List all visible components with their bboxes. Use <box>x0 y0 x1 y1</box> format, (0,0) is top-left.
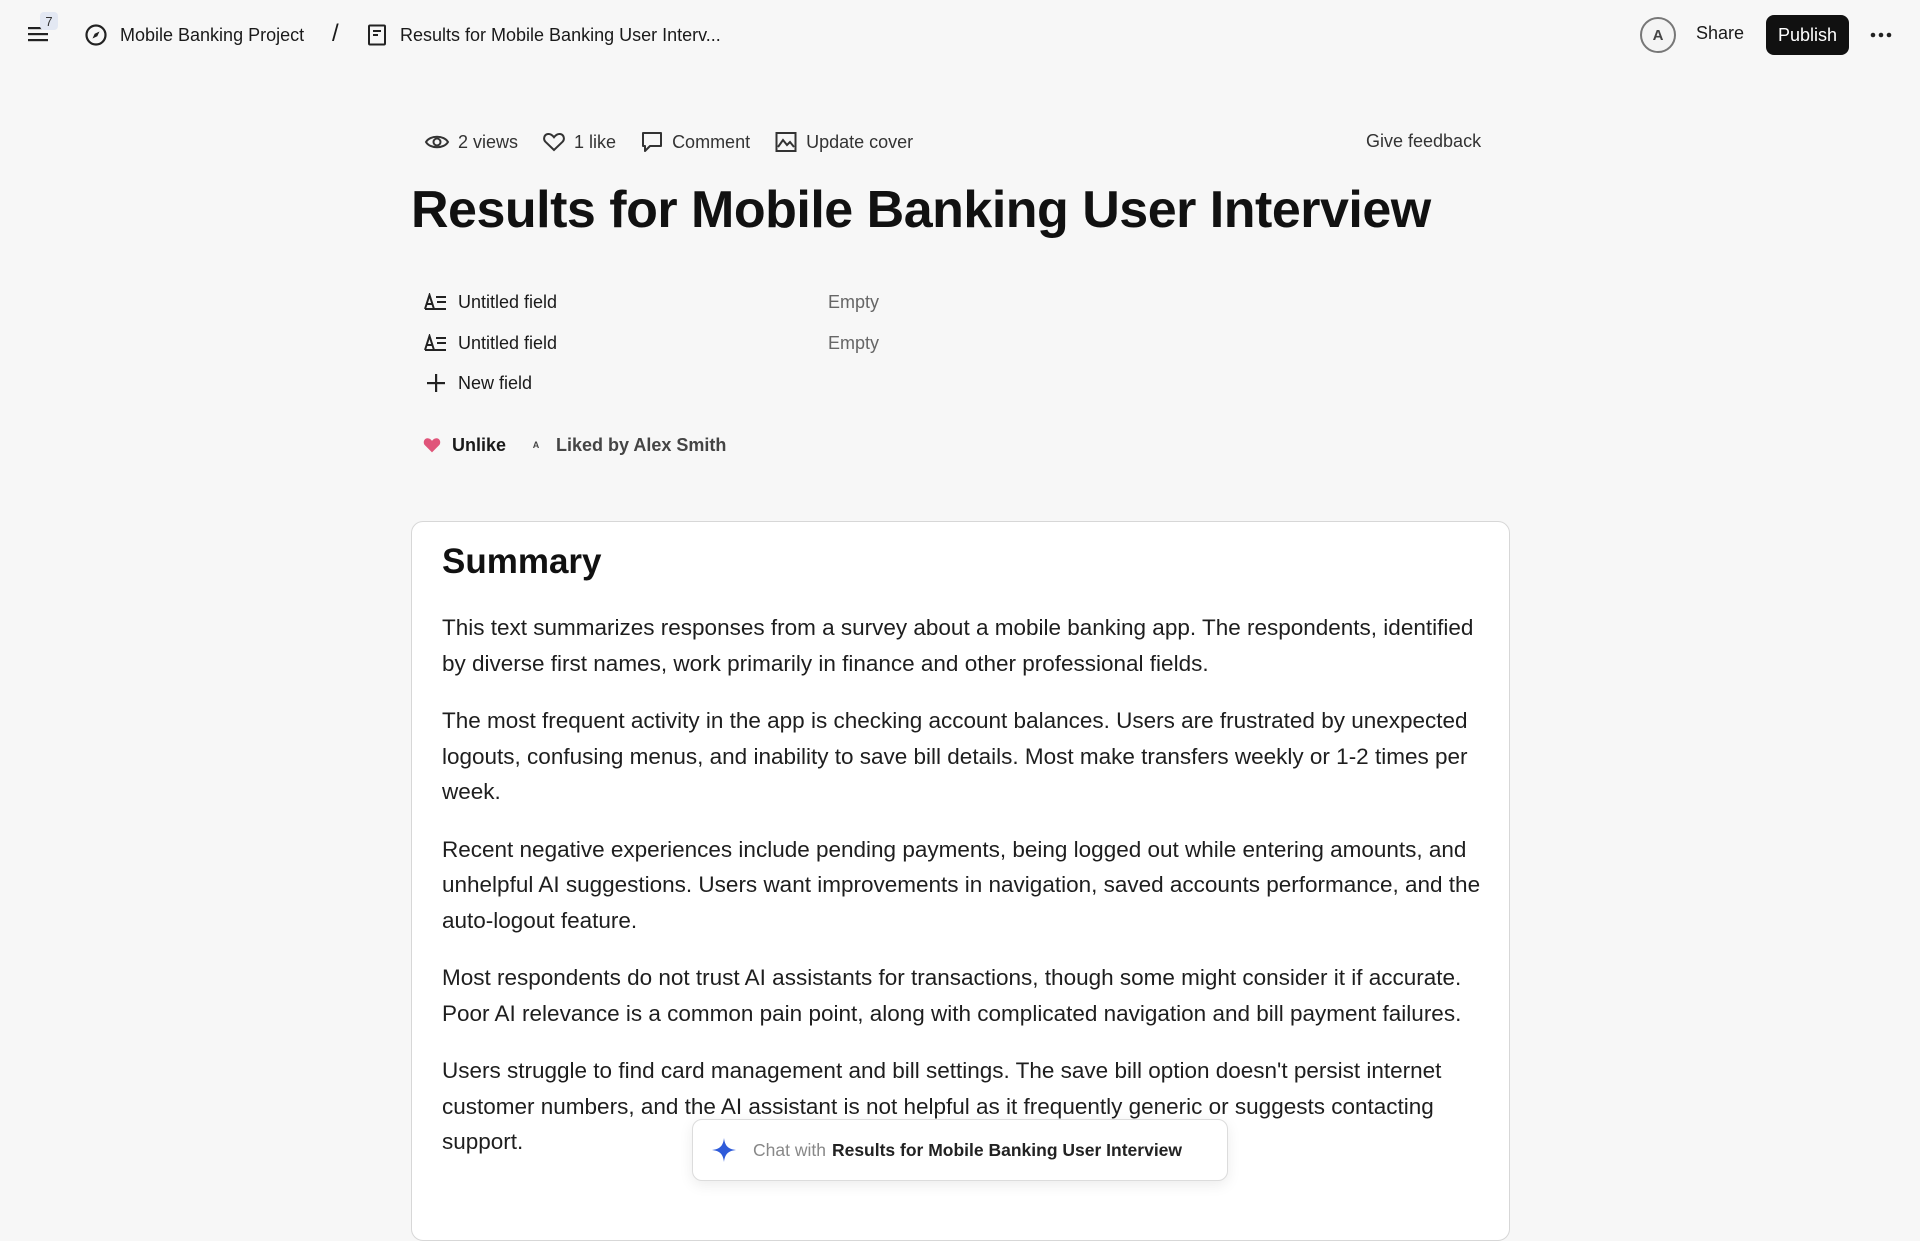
page-title: Results for Mobile Banking User Interview <box>411 181 1431 239</box>
summary-body <box>442 610 1492 1182</box>
eye-icon <box>424 132 450 152</box>
summary-paragraph: Most respondents do not trust AI assistants for transactions, though some might consider it if accurate. Poor AI relevance is a common pain point, along with complicated navigation and bill payment failures. <box>442 965 1462 1026</box>
property-row <box>424 289 879 315</box>
heart-outline-icon <box>542 131 566 153</box>
property-row <box>424 330 879 356</box>
new-field-button[interactable] <box>424 371 532 395</box>
unlike-label: Unlike <box>452 434 507 455</box>
chat-target: Results for Mobile Banking User Interview <box>831 1139 1183 1160</box>
liked-by[interactable] <box>528 435 726 456</box>
share-button[interactable]: Share <box>1696 23 1745 43</box>
views-label: 2 views <box>458 131 519 152</box>
update-cover-label: Update cover <box>806 131 914 152</box>
heart-filled-icon <box>422 436 442 454</box>
like-row <box>422 432 726 458</box>
compass-icon <box>84 23 108 47</box>
chat-prefix: Chat with <box>753 1139 826 1160</box>
summary-paragraph: Recent negative experiences include pending payments, being logged out while entering amounts, and unhelpful AI suggestions. Users want improvements in navigation, saved accounts performance, and the auto-logout feature. <box>442 836 1481 933</box>
summary-paragraph: The most frequent activity in the app is checking account balances. Users are frustrated by unexpected logouts, confusing menus, and inability to save bill details. Most make transfers weekly or 1-2 times per week. <box>442 708 1468 804</box>
text-field-icon <box>424 292 448 312</box>
summary-paragraph: Users struggle to find card management and bill settings. The save bill option doesn't persist internet customer numbers, and the AI assistant is not helpful as it frequently generic or suggests contacting support. <box>442 1058 1442 1154</box>
property-value[interactable]: Empty <box>828 332 880 353</box>
unlike-button[interactable] <box>422 435 506 456</box>
likes-count[interactable] <box>542 131 616 153</box>
new-field-label: New field <box>458 372 533 393</box>
comment-label: Comment <box>672 131 751 152</box>
liker-avatar: A <box>532 440 540 450</box>
notification-badge: 7 <box>40 12 58 30</box>
breadcrumb-project-label: Mobile Banking Project <box>120 24 305 45</box>
image-icon <box>774 130 798 154</box>
summary-heading: Summary <box>442 542 602 581</box>
views-count[interactable] <box>424 132 518 153</box>
more-horizontal-icon <box>1868 22 1894 48</box>
page-meta-row <box>424 128 913 156</box>
text-field-icon <box>424 333 448 353</box>
likes-label: 1 like <box>574 131 617 152</box>
breadcrumb-page[interactable] <box>366 22 721 48</box>
breadcrumb-separator: / <box>332 20 339 47</box>
comment-icon <box>640 130 664 154</box>
comment-button[interactable] <box>640 130 750 154</box>
liked-by-label: Liked by Alex Smith <box>556 434 727 455</box>
publish-button[interactable]: Publish <box>1766 15 1849 55</box>
property-name[interactable]: Untitled field <box>458 291 558 312</box>
property-value[interactable]: Empty <box>828 291 880 312</box>
give-feedback-link[interactable]: Give feedback <box>1366 131 1482 151</box>
breadcrumb-project[interactable] <box>84 22 304 48</box>
update-cover-button[interactable] <box>774 130 913 154</box>
property-name[interactable]: Untitled field <box>458 332 558 353</box>
summary-paragraph: This text summarizes responses from a survey about a mobile banking app. The respondents, identified by diverse first names, work primarily in finance and other professional fields. <box>442 615 1474 676</box>
plus-icon <box>424 371 448 395</box>
document-icon <box>366 23 388 47</box>
breadcrumb-page-label: Results for Mobile Banking User Interv... <box>400 24 721 45</box>
more-options-button[interactable] <box>1868 22 1894 48</box>
top-bar <box>0 0 1920 70</box>
sparkle-icon <box>711 1137 737 1163</box>
ai-chat-bar[interactable] <box>692 1119 1228 1181</box>
user-avatar[interactable]: A <box>1640 17 1676 53</box>
